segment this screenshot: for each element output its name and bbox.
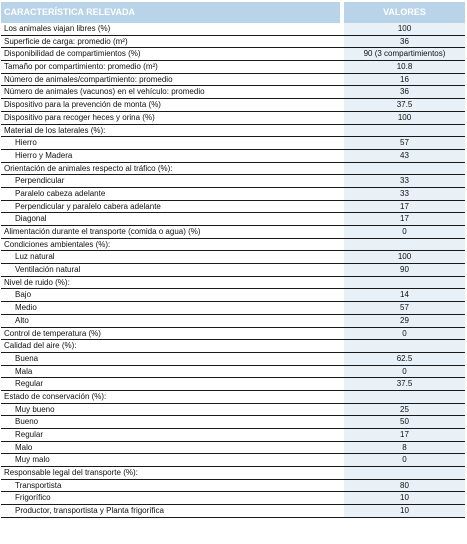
section-row xyxy=(1,467,465,480)
row-value xyxy=(344,163,465,175)
row-label: Ventilación natural xyxy=(15,265,81,275)
row-value: 17 xyxy=(344,201,465,213)
table-row xyxy=(1,175,465,188)
row-value: 62.5 xyxy=(344,353,465,365)
header-characteristic: CARACTERÍSTICA RELEVADA xyxy=(1,2,340,23)
row-label: Hierro xyxy=(15,138,37,148)
table-row xyxy=(1,378,465,391)
table-row xyxy=(1,150,465,163)
row-value: 100 xyxy=(344,23,465,35)
row-value: 0 xyxy=(344,226,465,238)
table-row xyxy=(1,201,465,214)
row-value: 36 xyxy=(344,36,465,48)
table-row xyxy=(1,429,465,442)
row-label: Disponibilidad de compartimientos (%) xyxy=(4,49,141,59)
row-value: 0 xyxy=(344,454,465,466)
row-value: 90 (3 compartimientos) xyxy=(344,48,465,60)
row-label: Perpendicular y paralelo cabera adelante xyxy=(15,201,161,211)
row-label: Responsable legal del transporte (%): xyxy=(4,468,138,478)
table-row xyxy=(1,61,465,74)
header-values: VALORES xyxy=(344,2,465,23)
row-label: Paralelo cabeza adelante xyxy=(15,188,106,198)
section-row xyxy=(1,163,465,176)
table-row xyxy=(1,480,465,493)
table-row xyxy=(1,289,465,302)
table-row xyxy=(1,315,465,328)
table-row xyxy=(1,442,465,455)
row-label: Material de los laterales (%): xyxy=(4,125,106,135)
table-row xyxy=(1,213,465,226)
table-row xyxy=(1,226,465,239)
row-label: Superficie de carga: promedio (m²) xyxy=(4,36,128,46)
row-value: 8 xyxy=(344,442,465,454)
table-row xyxy=(1,416,465,429)
row-value: 0 xyxy=(344,366,465,378)
row-label: Productor, transportista y Planta frigorífica xyxy=(15,506,164,516)
row-label: Frigorífico xyxy=(15,493,51,503)
row-value xyxy=(344,340,465,352)
row-label: Luz natural xyxy=(15,252,55,262)
row-value: 80 xyxy=(344,480,465,492)
data-table xyxy=(1,2,465,518)
table-row xyxy=(1,454,465,467)
table-row xyxy=(1,328,465,341)
row-label: Buena xyxy=(15,353,39,363)
row-value: 0 xyxy=(344,328,465,340)
row-label: Dispositivo para recoger heces y orina (%) xyxy=(4,112,155,122)
row-value: 37.5 xyxy=(344,99,465,111)
row-value: 43 xyxy=(344,150,465,162)
table-row xyxy=(1,137,465,150)
row-label: Muy bueno xyxy=(15,404,55,414)
section-row xyxy=(1,391,465,404)
table-row xyxy=(1,492,465,505)
table-row xyxy=(1,74,465,87)
row-value: 17 xyxy=(344,213,465,225)
row-value: 16 xyxy=(344,74,465,86)
row-label: Diagonal xyxy=(15,214,47,224)
row-label: Los animales viajan libres (%) xyxy=(4,24,111,33)
row-label: Perpendicular xyxy=(15,176,65,186)
row-value: 36 xyxy=(344,86,465,98)
table-row xyxy=(1,48,465,61)
row-label: Hierro y Madera xyxy=(15,150,73,160)
section-row xyxy=(1,277,465,290)
row-value: 10 xyxy=(344,505,465,517)
table-row xyxy=(1,99,465,112)
table-row xyxy=(1,404,465,417)
row-label: Regular xyxy=(15,379,44,389)
row-label: Bajo xyxy=(15,290,32,300)
row-value xyxy=(344,391,465,403)
row-label: Bueno xyxy=(15,417,39,427)
section-row xyxy=(1,239,465,252)
row-label: Tamaño por compartimiento: promedio (m²) xyxy=(4,62,158,72)
row-label: Mala xyxy=(15,366,33,376)
row-value: 14 xyxy=(344,289,465,301)
row-label: Condiciones ambientales (%): xyxy=(4,239,111,249)
table-row xyxy=(1,353,465,366)
row-value xyxy=(344,125,465,137)
row-label: Alto xyxy=(15,315,29,325)
row-value: 100 xyxy=(344,112,465,124)
row-label: Malo xyxy=(15,442,33,452)
row-value: 37.5 xyxy=(344,378,465,390)
row-value: 50 xyxy=(344,416,465,428)
table-row xyxy=(1,112,465,125)
row-value xyxy=(344,239,465,251)
row-value: 57 xyxy=(344,302,465,314)
row-label: Alimentación durante el transporte (comida o agua) (%) xyxy=(4,227,201,236)
row-label: Transportista xyxy=(15,480,62,490)
table-row xyxy=(1,251,465,264)
table-row xyxy=(1,366,465,379)
row-value xyxy=(344,467,465,479)
table-row xyxy=(1,505,465,518)
row-value: 57 xyxy=(344,137,465,149)
table-row xyxy=(1,23,465,36)
table-row xyxy=(1,188,465,201)
row-label: Estado de conservación (%): xyxy=(4,391,107,401)
row-label: Muy malo xyxy=(15,455,50,465)
row-value: 90 xyxy=(344,264,465,276)
table-row xyxy=(1,264,465,277)
row-value: 10.8 xyxy=(344,61,465,73)
section-row xyxy=(1,125,465,138)
row-value: 33 xyxy=(344,175,465,187)
table-row xyxy=(1,86,465,99)
row-value: 29 xyxy=(344,315,465,327)
row-label: Número de animales (vacunos) en el vehículo: promedio xyxy=(4,87,205,97)
row-value: 25 xyxy=(344,404,465,416)
row-value: 17 xyxy=(344,429,465,441)
table-row xyxy=(1,302,465,315)
table-body xyxy=(1,23,465,518)
row-label: Calidad del aire (%): xyxy=(4,341,77,351)
row-value xyxy=(344,277,465,289)
row-label: Regular xyxy=(15,430,44,439)
table-header xyxy=(1,2,465,23)
section-row xyxy=(1,340,465,353)
row-label: Orientación de animales respecto al tráfico (%): xyxy=(4,163,173,173)
row-value: 33 xyxy=(344,188,465,200)
row-label: Nivel de ruido (%): xyxy=(4,277,70,287)
row-value: 10 xyxy=(344,492,465,504)
row-label: Dispositivo para la prevención de monta (%) xyxy=(4,100,161,110)
row-label: Número de animales/compartimiento: promedio xyxy=(4,74,173,84)
row-label: Medio xyxy=(15,303,37,313)
row-value: 100 xyxy=(344,251,465,263)
table-row xyxy=(1,36,465,49)
row-label: Control de temperatura (%) xyxy=(4,328,101,338)
